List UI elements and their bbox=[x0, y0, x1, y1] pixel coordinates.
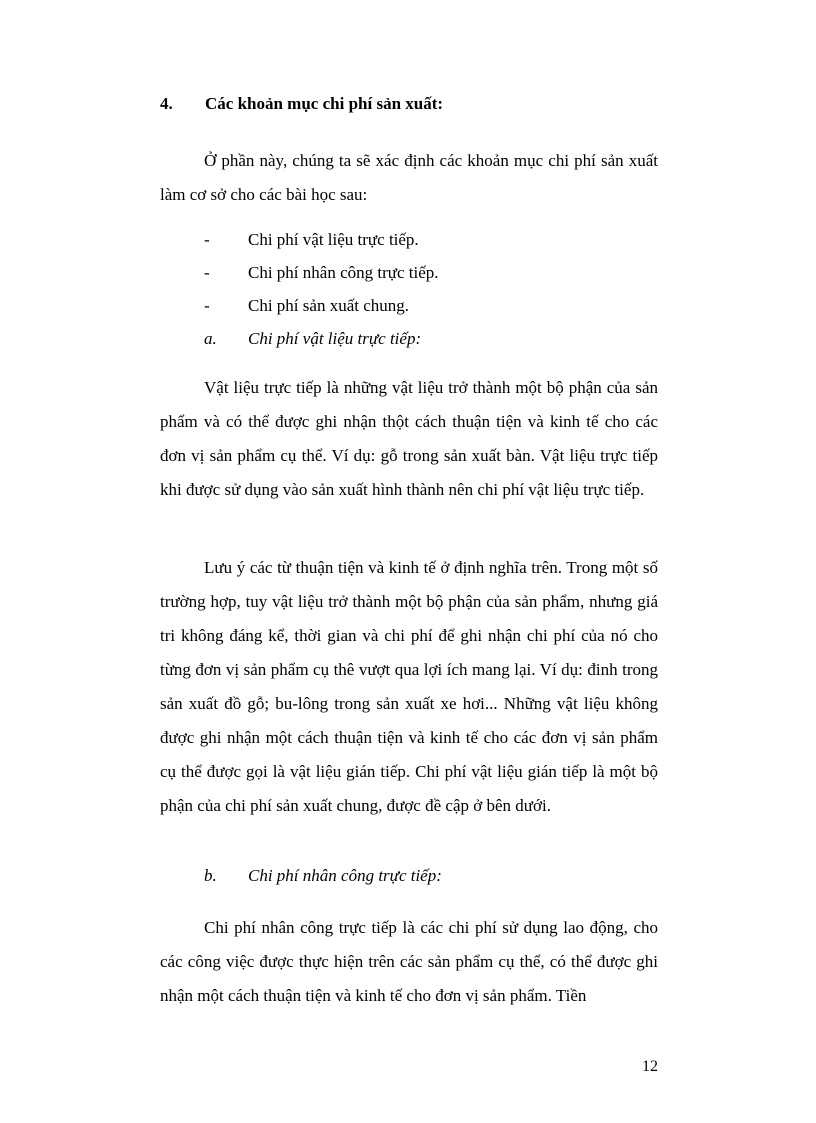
list-item: Chi phí sản xuất chung. bbox=[248, 296, 410, 315]
page-number: 12 bbox=[642, 1058, 658, 1075]
subsection-a-marker: a. bbox=[204, 329, 217, 348]
list-item: Chi phí nhân công trực tiếp. bbox=[248, 263, 439, 282]
paragraph-direct-materials: Vật liệu trực tiếp là những vật liệu trở thành một bộ phận của sản phẩm và có thể được ghi nhận thột cách thuận tiện và kinh tế cho các đơn vị sản phẩm cụ thể. Ví dụ: gỗ trong sản xuất bàn. Vật liệu trực tiếp khi được sử dụng vào sản xuất hình thành nên chi phí vật liệu trực tiếp. bbox=[160, 378, 658, 499]
paragraph-note-indirect-materials: Lưu ý các từ thuận tiện và kinh tế ở định nghĩa trên. Trong một số trường hợp, tuy vật liệu trở thành một bộ phận của sản phẩm, nhưng giá tri không đáng kể, thời gian và chi phí để ghi nhận chi phí của nó cho từng đơn vị sản phẩm cụ thê vượt qua lợi ích mang lại. Ví dụ: đinh trong sản xuất đồ gỗ; bu-lông trong sản xuất xe hơi... Những vật liệu không được ghi nhận một cách thuận tiện và kinh tế cho các đơn vị sản phẩm cụ thể được gọi là vật liệu gián tiếp. Chi phí vật liệu gián tiếp là một bộ phận của chi phí sản xuất chung, được đề cập ở bên dưới. bbox=[160, 558, 658, 815]
paragraph-direct-labor: Chi phí nhân công trực tiếp là các chi phí sử dụng lao động, cho các công việc được thực hiện trên các sản phẩm cụ thể, có thể được ghi nhận một cách thuận tiện và kinh tế cho đơn vị sản phẩm. Tiền bbox=[160, 918, 658, 1005]
list-marker: - bbox=[204, 263, 210, 282]
section-title: Các khoản mục chi phí sản xuất: bbox=[205, 94, 444, 113]
subsection-a-title: Chi phí vật liệu trực tiếp: bbox=[248, 329, 422, 348]
intro-paragraph: Ở phần này, chúng ta sẽ xác định các khoản mục chi phí sản xuất làm cơ sở cho các bài học sau: bbox=[160, 151, 658, 204]
section-number: 4. bbox=[160, 94, 173, 113]
list-marker: - bbox=[204, 230, 210, 249]
subsection-b-title: Chi phí nhân công trực tiếp: bbox=[248, 866, 442, 885]
subsection-b-marker: b. bbox=[204, 866, 217, 885]
list-marker: - bbox=[204, 296, 210, 315]
list-item: Chi phí vật liệu trực tiếp. bbox=[248, 230, 419, 249]
